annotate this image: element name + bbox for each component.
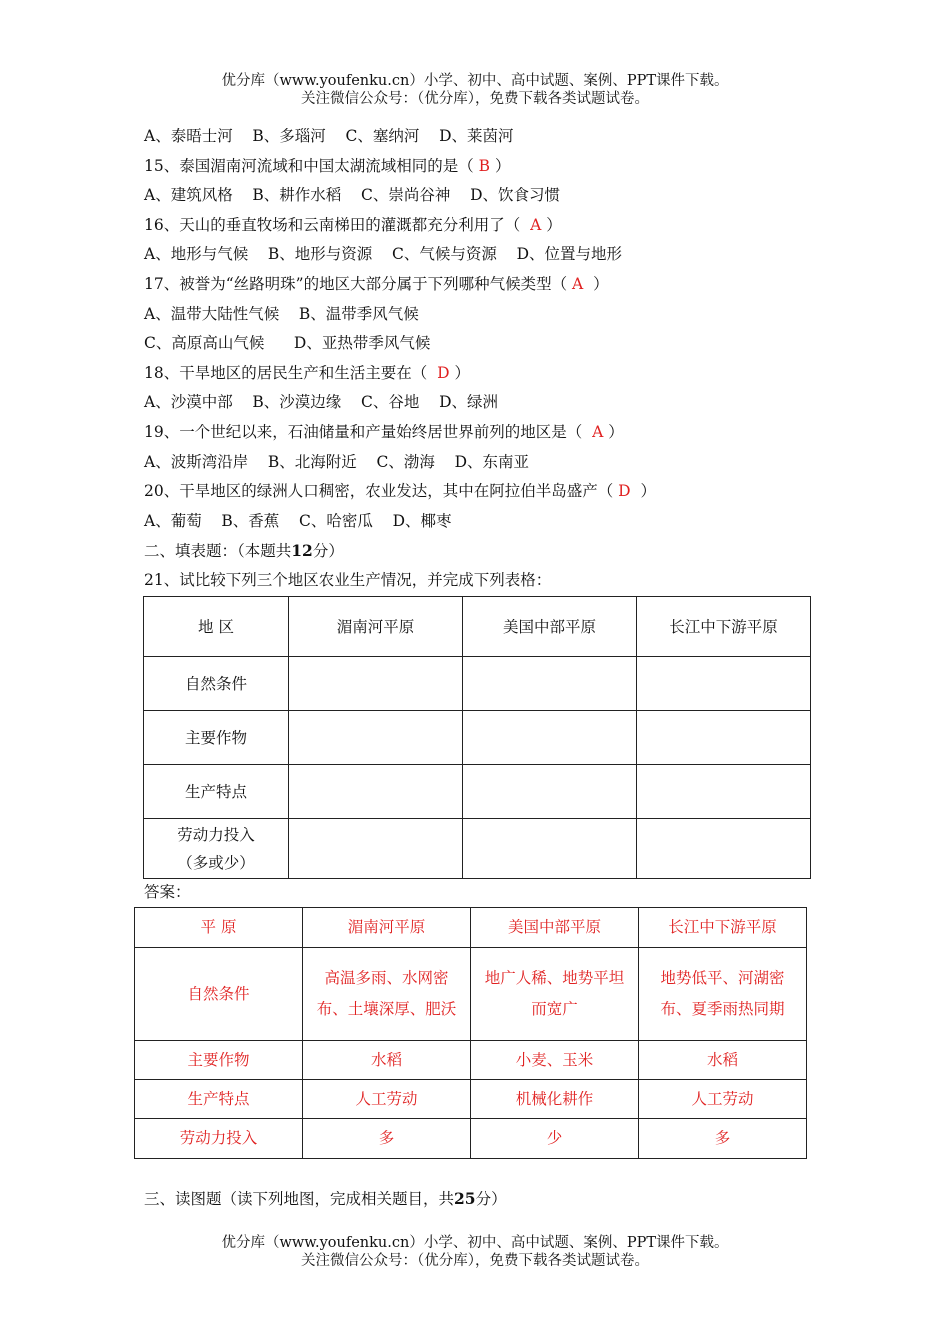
- blank-cell[interactable]: [289, 765, 463, 819]
- section2-points: 12: [291, 541, 313, 561]
- answer-table-row: [135, 1041, 807, 1080]
- blank-cell[interactable]: [637, 711, 811, 765]
- q15-text: 15、泰国湄南河流域和中国太湖流域相同的是（: [144, 156, 479, 175]
- answer-cell: 地广人稀、地势平坦而宽广: [471, 948, 639, 1041]
- answer-cell: 水稻: [639, 1041, 807, 1080]
- blank-table-row: [144, 819, 811, 879]
- answer-cell: 高温多雨、水网密布、土壤深厚、肥沃: [303, 948, 471, 1041]
- section2-prefix: 二、填表题：（本题共: [144, 542, 292, 561]
- header-line-2: 关注微信公众号：（优分库），免费下载各类试题试卷。: [301, 91, 649, 107]
- answer-label: 答案：: [144, 883, 191, 901]
- answer-cell: 少: [471, 1119, 639, 1159]
- answer-cell: 多: [303, 1119, 471, 1159]
- answer-table-row: [135, 1119, 807, 1159]
- q15-options: A、建筑风格 B、耕作水稻 C、崇尚谷神 D、饮食习惯: [144, 186, 560, 205]
- labor-label-line-1: 劳动力投入: [177, 825, 255, 844]
- blank-table-row: [144, 711, 811, 765]
- q17-options-a: A、温带大陆性气候 B、温带季风气候: [144, 304, 419, 323]
- section2-suffix: 分）: [312, 542, 344, 561]
- blank-cell[interactable]: [463, 711, 637, 765]
- page-footer: [0, 1234, 950, 1270]
- q21: 21、试比较下列三个地区农业生产情况，并完成下列表格：: [144, 570, 552, 589]
- blank-cell[interactable]: [463, 819, 637, 879]
- answer-table-header: 平 原: [135, 908, 303, 948]
- q16-close: ）: [541, 215, 562, 234]
- answer-cell: 地势低平、河湖密布、夏季雨热同期: [639, 948, 807, 1041]
- answer-row-label: 主要作物: [135, 1041, 303, 1080]
- blank-cell[interactable]: [289, 657, 463, 711]
- section3-heading: [144, 1187, 507, 1209]
- blank-cell[interactable]: [289, 711, 463, 765]
- q17-text: 17、被誉为“丝路明珠”的地区大部分属于下列哪种气候类型（: [144, 274, 573, 293]
- answer-row-label: 自然条件: [135, 948, 303, 1041]
- q18: [144, 359, 824, 389]
- q15-close: ）: [490, 156, 511, 175]
- blank-table-header: 美国中部平原: [463, 597, 637, 657]
- q17-options-b: C、高原高山气候 D、亚热带季风气候: [144, 334, 431, 353]
- q20-close: ）: [630, 482, 656, 501]
- q17-close: ）: [583, 274, 609, 293]
- blank-cell[interactable]: [637, 657, 811, 711]
- blank-table-header: 湄南河平原: [289, 597, 463, 657]
- page-header: [0, 72, 950, 108]
- q19-text: 19、一个世纪以来，石油储量和产量始终居世界前列的地区是（: [144, 422, 593, 441]
- answer-cell: 人工劳动: [639, 1080, 807, 1119]
- answer-cell: 多: [639, 1119, 807, 1159]
- blank-table-header: 地 区: [144, 597, 289, 657]
- q16-text: 16、天山的垂直牧场和云南梯田的灌溉都充分利用了（: [144, 215, 531, 234]
- blank-table: [143, 596, 811, 879]
- q18-close: ）: [449, 363, 470, 382]
- answer-cell: 水稻: [303, 1041, 471, 1080]
- blank-cell[interactable]: [463, 765, 637, 819]
- q18-options: A、沙漠中部 B、沙漠边缘 C、谷地 D、绿洲: [144, 393, 498, 412]
- blank-cell[interactable]: [637, 765, 811, 819]
- blank-table-row-label: 生产特点: [144, 765, 289, 819]
- q18-text: 18、干旱地区的居民生产和生活主要在（: [144, 363, 438, 382]
- q15-answer: B: [478, 156, 491, 175]
- blank-table-header: 长江中下游平原: [637, 597, 811, 657]
- section3-suffix: 分）: [475, 1190, 507, 1208]
- q19-options: A、波斯湾沿岸 B、北海附近 C、渤海 D、东南亚: [144, 452, 529, 471]
- footer-line-2: 关注微信公众号：（优分库），免费下载各类试题试卷。: [301, 1253, 649, 1269]
- q14-options: A、泰晤士河 B、多瑙河 C、塞纳河 D、莱茵河: [144, 127, 514, 145]
- answer-cell: 人工劳动: [303, 1080, 471, 1119]
- blank-cell[interactable]: [289, 819, 463, 879]
- q15: [144, 152, 824, 182]
- footer-line-1: 优分库（www.youfenku.cn）小学、初中、高中试题、案例、PPT课件下载。: [221, 1235, 729, 1251]
- q17-answer: A: [572, 274, 584, 293]
- answer-table: [134, 907, 807, 1159]
- q16-options: A、地形与气候 B、地形与资源 C、气候与资源 D、位置与地形: [144, 245, 622, 264]
- answer-table-header: 美国中部平原: [471, 908, 639, 948]
- labor-label-line-2: （多或少）: [177, 853, 255, 872]
- answer-table-header: 长江中下游平原: [639, 908, 807, 948]
- q19-close: ）: [603, 422, 624, 441]
- answer-table-row: [135, 948, 807, 1041]
- q19: [144, 418, 824, 448]
- section3-prefix: 三、读图题（读下列地图，完成相关题目，共: [144, 1190, 455, 1208]
- q20-text: 20、干旱地区的绿洲人口稠密，农业发达，其中在阿拉伯半岛盛产（: [144, 482, 619, 501]
- answer-row-label: 劳动力投入: [135, 1119, 303, 1159]
- blank-cell[interactable]: [637, 819, 811, 879]
- q16-answer: A: [530, 215, 542, 234]
- q20: [144, 477, 824, 507]
- answer-cell: 小麦、玉米: [471, 1041, 639, 1080]
- blank-table-row-label: [144, 819, 289, 879]
- blank-table-header-row: [144, 597, 811, 657]
- q17: [144, 270, 824, 300]
- answer-row-label: 生产特点: [135, 1080, 303, 1119]
- blank-table-row-label: 自然条件: [144, 657, 289, 711]
- section3-points: 25: [454, 1189, 476, 1208]
- answer-table-row: [135, 1080, 807, 1119]
- blank-table-row: [144, 657, 811, 711]
- q20-answer: D: [618, 482, 631, 501]
- blank-table-row: [144, 765, 811, 819]
- blank-table-row-label: 主要作物: [144, 711, 289, 765]
- answer-table-header: 湄南河平原: [303, 908, 471, 948]
- q16: [144, 211, 824, 241]
- q19-answer: A: [592, 422, 604, 441]
- q20-options: A、葡萄 B、香蕉 C、哈密瓜 D、椰枣: [144, 511, 452, 530]
- answer-cell: 机械化耕作: [471, 1080, 639, 1119]
- header-line-1: 优分库（www.youfenku.cn）小学、初中、高中试题、案例、PPT课件下载。: [221, 73, 729, 89]
- section2-heading: [144, 536, 824, 566]
- q18-answer: D: [437, 363, 450, 382]
- blank-cell[interactable]: [463, 657, 637, 711]
- answer-table-header-row: [135, 908, 807, 948]
- questions-block: [144, 122, 824, 596]
